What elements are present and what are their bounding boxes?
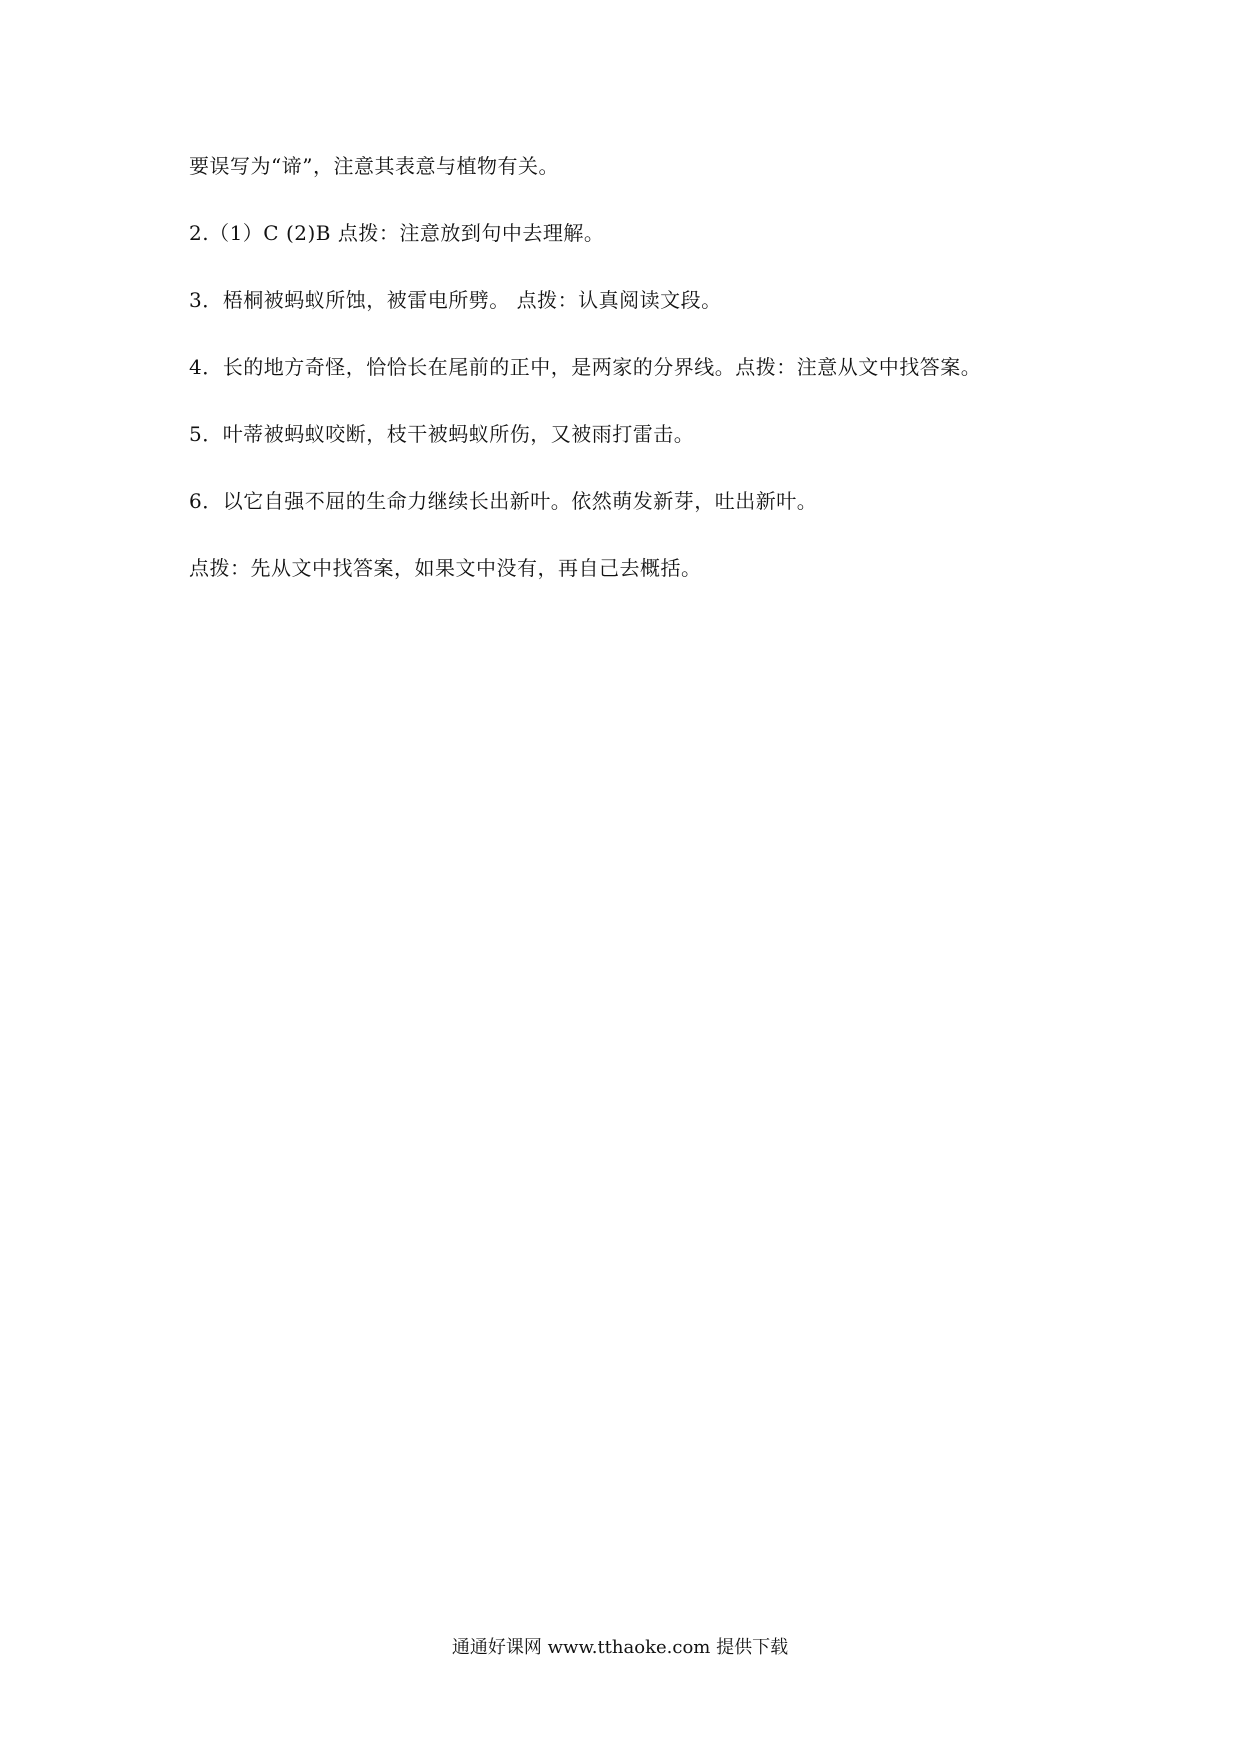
answer-2: 2.（1）C (2)B 点拨：注意放到句中去理解。 [189, 221, 605, 245]
answer-3: 3．梧桐被蚂蚁所蚀，被雷电所劈。 点拨：认真阅读文段。 [189, 288, 722, 312]
answer-6: 6．以它自强不屈的生命力继续长出新叶。依然萌发新芽，吐出新叶。 [189, 489, 818, 513]
hint-line: 点拨：先从文中找答案，如果文中没有，再自己去概括。 [189, 556, 702, 580]
page-footer: 通通好课网 www.tthaoke.com 提供下载 [451, 1637, 789, 1658]
answer-4: 4．长的地方奇怪，恰恰长在尾前的正中，是两家的分界线。点拨：注意从文中找答案。 [189, 355, 982, 379]
answer-5: 5．叶蒂被蚂蚁咬断，枝干被蚂蚁所伤，又被雨打雷击。 [189, 422, 695, 446]
answer-text-block [189, 152, 1089, 621]
text-line-1: 要误写为“谛”，注意其表意与植物有关。 [189, 154, 559, 178]
